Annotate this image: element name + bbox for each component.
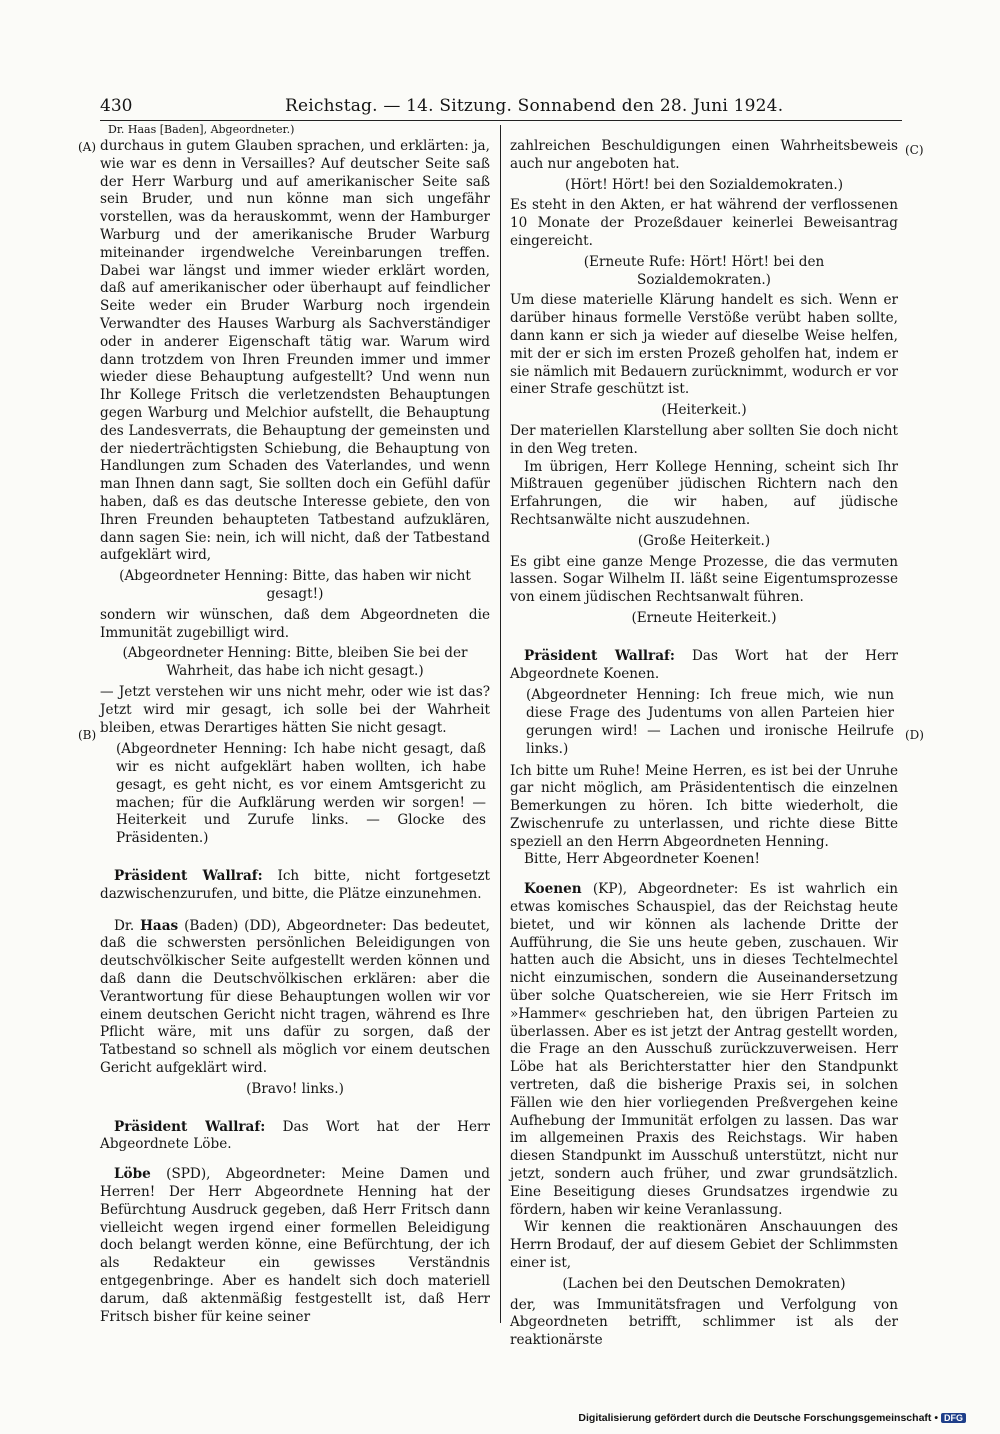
margin-marker-a: (A) [78, 140, 97, 154]
margin-marker-b: (B) [78, 728, 97, 742]
right-column [510, 138, 898, 1350]
speaker-name: Haas [140, 917, 179, 934]
speech-paragraph: zahlreichen Beschuldigungen einen Wahrheitsbeweis auch nur angeboten hat. [510, 138, 898, 172]
speech-paragraph: Im übrigen, Herr Kollege Henning, scheint sich Ihr Mißtrauen gegenüber jüdischen Richtern nach den Erfahrungen, die wir haben, auf jüdische Rechtsanwälte nicht auszudehnen. [510, 458, 898, 528]
speaker-title: Dr. [114, 917, 135, 934]
speech-paragraph: Um diese materielle Klärung handelt es sich. Wenn er darüber hinaus formelle Verstöße verübt haben sollte, dann kann er sich ja wieder auf dieselbe Weise helfen, mit der er sich im ersten Prozeß geholfen hat, indem er sie nämlich mit Bedauern zurücknimmt, wodurch er vor einer Strafe geschützt ist. [510, 292, 898, 398]
speech-paragraph: Bitte, Herr Abgeordneter Koenen! [524, 851, 760, 868]
speech-text: (Baden) (DD), Abgeordneter: Das bedeutet, daß die schwersten persönlichen Beleidigungen von deutschvölkischer Seite aufgestellt werden können und daß dann die Deutschvölkischen erklären: aber die Verantwortung für diese Behauptungen wollen wir vor einem deutschen Gericht nicht tragen, während es Ihre Pflicht wäre, mit uns dafür zu sorgen, daß der Tatbestand so schnell als möglich vor einem deutschen Gericht aufgeklärt wird. [100, 917, 490, 1077]
interjection: (Erneute Rufe: Hört! Hört! bei den Sozialdemokraten.) [583, 253, 825, 288]
president-statement [510, 648, 898, 684]
speech-text: (KP), Abgeordneter: Es ist wahrlich ein etwas komisches Schauspiel, das der Reichstag heute bietet, und wir können als lachende Dritte der Aufführung, die Sie uns heute geben, zuschauen. Wir hatten auch die Absicht, uns in dieses Techtelmechtel nicht einzumischen, sondern die Auseinandersetzung über solche Quatschereien, wie sie Herr Fritsch im »Hammer« geschrieben hat, den übrigen Parteien zu überlassen. Aber es ist jetzt der Antrag gestellt worden, die Frage an den Ausschuß zurückzuverweisen. Herr Löbe hat als Berichterstatter hier den Standpunkt vertreten, daß die bisherige Praxis sei, in solchen Fällen wie den hier vorliegenden Preßvergehen keine Aufhebung der Immunität erfolgen zu lassen. Das war im allgemeinen Praxis des Reichstags. Wir haben diesen Standpunkt im Ausschuß unterstützt, nicht nur jetzt, sondern auch früher, und zwar grundsätzlich. Eine Beseitigung dieses Grundsatzes irgendwie zu fördern, haben wir keine Veranlassung. [510, 881, 898, 1218]
interjection: (Abgeordneter Henning: Ich habe nicht gesagt, daß wir es nicht aufgeklärt haben wollten, ich habe gesagt, es geht nicht, es vor einem Amtsgericht zu machen; für die Aufklärung werden wir sorgen! — Heiterkeit und Zurufe links. — Glocke des Präsidenten.) [116, 741, 486, 847]
interjection: (Abgeordneter Henning: Bitte, das haben wir nicht gesagt!) [119, 568, 471, 602]
speech-haas [100, 918, 490, 1078]
header-rule [100, 120, 902, 121]
interjection: (Abgeordneter Henning: Ich freue mich, wie nun diese Frage des Judentums von allen Parteien hier gerungen wird! — Lachen und ironische Heilrufe links.) [526, 687, 894, 757]
dfg-logo: DFG [941, 1413, 966, 1423]
speaker-name: Präsident Wallraf: [114, 1118, 266, 1135]
speech-paragraph: Der materiellen Klarstellung aber sollten Sie doch nicht in den Weg treten. [510, 422, 898, 457]
statement-text: Das Wort hat der Herr Abgeordnete Koenen. [510, 647, 898, 682]
credit-text: Digitalisierung gefördert durch die Deutsche Forschungsgemeinschaft • [578, 1412, 938, 1424]
speech-paragraph: Ich bitte um Ruhe! Meine Herren, es ist bei der Unruhe gar nicht möglich, am Präsidententisch die einzelnen Bemerkungen zu hören. Ich bitte wiederholt, die Zwischenrufe zu unterlassen, und richte diese Bitte speziell an den Herrn Abgeordneten Henning. [510, 762, 898, 850]
speech-paragraph: — Jetzt verstehen wir uns nicht mehr, oder wie ist das? Jetzt wird mir gesagt, ich solle bei der Wahrheit bleiben, etwas Derartiges hätten Sie nicht gesagt. [100, 683, 490, 736]
speaker-name: Präsident Wallraf: [114, 868, 263, 885]
speech-text: (SPD), Abgeordneter: Meine Damen und Herren! Der Herr Abgeordnete Henning hat der Befürchtung Ausdruck gegeben, daß Herr Fritsch dann vielleicht wegen irgend einer formellen Beleidigung doch belangt werden könne, eine Befürchtung, der ich als Redakteur ein gewisses Verständnis entgegenbringe. Aber es handelt sich doch materiell darum, daß aktenmäßig festgestellt ist, daß Herr Fritsch bisher für keine seiner [100, 1166, 490, 1325]
speech-paragraph: durchaus in gutem Glauben sprachen, und erklärten: ja, wie war es denn in Versailles? Auf deutscher Seite saß der Herr Warburg und auf amerikanischer Seite saß sein Bruder, und nun könne man sich ungefähr vorstellen, was da herauskommt, wenn der Hamburger Warburg und der amerikanische Bruder Warburg miteinander irgendwelche Vereinbarungen treffen. Dabei war längst und immer wieder erklärt worden, daß auf amerikanischer oder überhaupt auf feindlicher Seite weder ein Bruder Warburg noch irgendein Verwandter des Hauses Warburg als Sachverständiger oder in anderer Eigenschaft tätig war. Warum wird dann trotzdem von Ihren Freunden immer und immer wieder diese Behauptung aufgestellt? Und wenn nun Ihr Kollege Fritsch die verletzendsten Behauptungen gegen Warburg und Melchior aufstellt, die Behauptung des Landesverrats, die Behauptung der gemeinsten und der niederträchtigsten Schiebung, die Behauptung von Handlungen zum Schaden des Vaterlandes, und wenn man Ihnen dann sagt, Sie sollten doch ein Gefühl dafür haben, daß es das deutsche Interesse gebiete, den von Ihren Freunden behaupteten Tatbestand aufzuklären, dann sagen Sie: nein, ich will nicht, daß der Tatbestand aufgeklärt wird, [100, 138, 490, 564]
margin-marker-c: (C) [905, 143, 924, 157]
speaker-line: Dr. Haas [Baden], Abgeordneter.) [108, 123, 295, 136]
digitization-credit [578, 1412, 966, 1424]
page-number: 430 [100, 96, 133, 116]
speech-loebe [100, 1166, 490, 1326]
running-head: Reichstag. — 14. Sitzung. Sonnabend den 28. Juni 1924. [285, 96, 784, 116]
speech-paragraph: Es steht in den Akten, er hat während der verflossenen 10 Monate der Prozeßdauer keinerlei Beweisantrag eingereicht. [510, 197, 898, 249]
president-statement [100, 1119, 490, 1155]
president-statement [100, 868, 490, 904]
speech-paragraph: Es gibt eine ganze Menge Prozesse, die das vermuten lassen. Sogar Wilhelm II. läßt seine Eigentumsprozesse von einem jüdischen Rechtsanwalt führen. [510, 553, 898, 606]
interjection: (Hört! Hört! bei den Sozialdemokraten.) [564, 176, 844, 193]
speaker-name: Präsident Wallraf: [524, 647, 675, 664]
speaker-name: Löbe [114, 1166, 151, 1183]
interjection: (Erneute Heiterkeit.) [631, 609, 777, 626]
speech-paragraph: Wir kennen die reaktionären Anschauungen des Herrn Brodauf, der auf diesem Gebiet der Schlimmsten einer ist, [510, 1219, 898, 1272]
statement-text: Ich bitte, nicht fortgesetzt dazwischenzurufen, und bitte, die Plätze einzunehmen. [100, 868, 490, 902]
interjection: (Große Heiterkeit.) [637, 532, 771, 549]
interjection: (Bravo! links.) [246, 1080, 344, 1097]
speech-koenen [510, 881, 898, 1219]
statement-text: Das Wort hat der Herr Abgeordnete Löbe. [100, 1118, 490, 1153]
interjection: (Heiterkeit.) [661, 402, 747, 419]
margin-marker-d: (D) [905, 728, 924, 742]
interjection: (Abgeordneter Henning: Bitte, bleiben Sie bei der Wahrheit, das habe ich nicht gesagt.) [122, 645, 468, 680]
left-column [100, 138, 490, 1326]
speech-paragraph: sondern wir wünschen, daß dem Abgeordneten die Immunität zugebilligt wird. [100, 606, 490, 641]
speaker-name: Koenen [524, 881, 582, 898]
column-divider [500, 125, 501, 1323]
interjection: (Lachen bei den Deutschen Demokraten) [562, 1275, 846, 1292]
speech-paragraph: der, was Immunitätsfragen und Verfolgung von Abgeordneten betrifft, schlimmer ist als der reaktionärste [510, 1296, 898, 1349]
